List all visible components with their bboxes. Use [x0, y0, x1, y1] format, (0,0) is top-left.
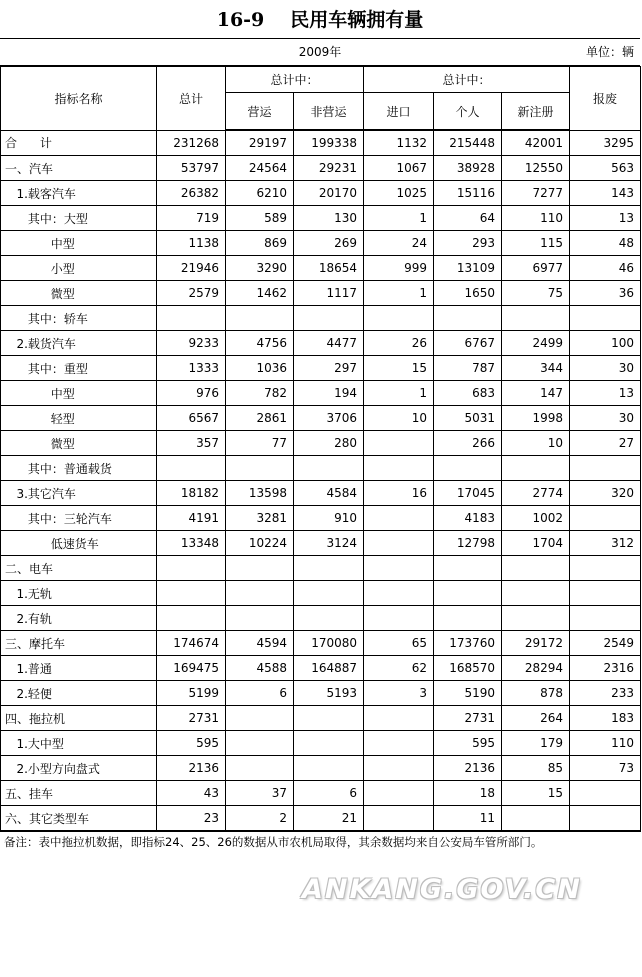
cell-new-registered: 6977	[502, 256, 570, 281]
cell-total: 43	[157, 781, 226, 806]
cell-scrapped: 46	[570, 256, 641, 281]
cell-operating: 37	[226, 781, 294, 806]
cell-operating	[226, 606, 294, 631]
cell-imported	[364, 781, 434, 806]
table-row	[1, 656, 641, 681]
cell-personal: 683	[434, 381, 502, 406]
cell-operating: 3290	[226, 256, 294, 281]
cell-new-registered: 1998	[502, 406, 570, 431]
table-meta	[0, 39, 640, 67]
row-label: 3.其它汽车	[1, 481, 157, 506]
cell-personal: 595	[434, 731, 502, 756]
row-label: 中型	[1, 231, 157, 256]
footnote: 备注：表中拖拉机数据，即指标24、25、26的数据从市农机局取得，其余数据均来自公安局车管所部门。	[4, 835, 543, 849]
cell-personal: 38928	[434, 156, 502, 181]
cell-personal: 173760	[434, 631, 502, 656]
row-label: 三、摩托车	[1, 631, 157, 656]
cell-total: 21946	[157, 256, 226, 281]
cell-imported	[364, 706, 434, 731]
cell-new-registered: 1002	[502, 506, 570, 531]
cell-imported: 15	[364, 356, 434, 381]
cell-operating: 77	[226, 431, 294, 456]
row-label: 合 计	[1, 130, 157, 156]
cell-personal: 2731	[434, 706, 502, 731]
table-row	[1, 381, 641, 406]
cell-total: 2136	[157, 756, 226, 781]
cell-non-operating: 20170	[294, 181, 364, 206]
cell-personal: 15116	[434, 181, 502, 206]
cell-total: 719	[157, 206, 226, 231]
row-label: 微型	[1, 281, 157, 306]
cell-total: 23	[157, 806, 226, 832]
row-label: 1.载客汽车	[1, 181, 157, 206]
table-row	[1, 331, 641, 356]
cell-non-operating	[294, 756, 364, 781]
cell-imported: 1067	[364, 156, 434, 181]
cell-total: 169475	[157, 656, 226, 681]
cell-total: 9233	[157, 331, 226, 356]
table-row	[1, 756, 641, 781]
page-title	[0, 0, 640, 39]
row-label: 轻型	[1, 406, 157, 431]
cell-total: 6567	[157, 406, 226, 431]
table-number: 16-9	[216, 9, 265, 31]
cell-operating: 2861	[226, 406, 294, 431]
cell-scrapped	[570, 781, 641, 806]
cell-new-registered	[502, 806, 570, 832]
cell-scrapped	[570, 456, 641, 481]
cell-total: 595	[157, 731, 226, 756]
year-label: 2009年	[298, 45, 342, 59]
cell-new-registered: 115	[502, 231, 570, 256]
cell-total	[157, 456, 226, 481]
cell-total: 2731	[157, 706, 226, 731]
cell-non-operating: 5193	[294, 681, 364, 706]
col-non-operating: 非营运	[294, 93, 364, 131]
cell-imported	[364, 506, 434, 531]
cell-total	[157, 606, 226, 631]
cell-non-operating: 194	[294, 381, 364, 406]
cell-imported: 3	[364, 681, 434, 706]
cell-operating: 24564	[226, 156, 294, 181]
cell-non-operating: 170080	[294, 631, 364, 656]
cell-operating	[226, 456, 294, 481]
cell-non-operating	[294, 556, 364, 581]
cell-non-operating	[294, 306, 364, 331]
row-label: 2.有轨	[1, 606, 157, 631]
cell-imported: 65	[364, 631, 434, 656]
row-label: 2.载货汽车	[1, 331, 157, 356]
cell-new-registered: 75	[502, 281, 570, 306]
cell-new-registered: 1704	[502, 531, 570, 556]
table-row	[1, 706, 641, 731]
cell-non-operating: 29231	[294, 156, 364, 181]
cell-total: 53797	[157, 156, 226, 181]
cell-personal: 4183	[434, 506, 502, 531]
cell-operating: 1462	[226, 281, 294, 306]
cell-scrapped	[570, 506, 641, 531]
cell-new-registered: 12550	[502, 156, 570, 181]
row-label: 1.大中型	[1, 731, 157, 756]
row-label: 中型	[1, 381, 157, 406]
cell-non-operating: 297	[294, 356, 364, 381]
cell-personal	[434, 556, 502, 581]
cell-new-registered: 29172	[502, 631, 570, 656]
table-row	[1, 456, 641, 481]
cell-personal: 17045	[434, 481, 502, 506]
cell-non-operating: 18654	[294, 256, 364, 281]
cell-imported: 1	[364, 381, 434, 406]
cell-operating: 6	[226, 681, 294, 706]
row-label: 其中：重型	[1, 356, 157, 381]
cell-non-operating: 280	[294, 431, 364, 456]
vehicle-stats-table	[0, 66, 641, 832]
col-personal: 个人	[434, 93, 502, 131]
cell-scrapped	[570, 806, 641, 832]
cell-personal: 64	[434, 206, 502, 231]
cell-scrapped: 320	[570, 481, 641, 506]
table-body	[1, 130, 641, 831]
row-label: 五、挂车	[1, 781, 157, 806]
row-label: 其中：大型	[1, 206, 157, 231]
cell-scrapped: 30	[570, 406, 641, 431]
table-row	[1, 406, 641, 431]
cell-total	[157, 581, 226, 606]
cell-imported	[364, 806, 434, 832]
cell-total	[157, 556, 226, 581]
cell-non-operating: 3124	[294, 531, 364, 556]
cell-scrapped: 100	[570, 331, 641, 356]
cell-operating: 29197	[226, 130, 294, 156]
cell-operating: 3281	[226, 506, 294, 531]
cell-personal: 6767	[434, 331, 502, 356]
cell-new-registered: 2774	[502, 481, 570, 506]
table-row	[1, 156, 641, 181]
cell-operating	[226, 756, 294, 781]
cell-new-registered: 110	[502, 206, 570, 231]
cell-new-registered: 10	[502, 431, 570, 456]
cell-personal: 5031	[434, 406, 502, 431]
table-title: 民用车辆拥有量	[290, 9, 424, 31]
col-group-operating: 总计中：	[226, 67, 364, 93]
cell-scrapped: 183	[570, 706, 641, 731]
table-row	[1, 256, 641, 281]
cell-non-operating: 199338	[294, 130, 364, 156]
cell-non-operating	[294, 731, 364, 756]
cell-operating	[226, 581, 294, 606]
cell-imported: 999	[364, 256, 434, 281]
table-row	[1, 306, 641, 331]
cell-operating: 2	[226, 806, 294, 832]
cell-operating: 10224	[226, 531, 294, 556]
row-label: 一、汽车	[1, 156, 157, 181]
cell-new-registered: 878	[502, 681, 570, 706]
cell-imported: 16	[364, 481, 434, 506]
cell-operating: 869	[226, 231, 294, 256]
row-label: 小型	[1, 256, 157, 281]
cell-personal: 293	[434, 231, 502, 256]
cell-non-operating: 1117	[294, 281, 364, 306]
cell-scrapped: 73	[570, 756, 641, 781]
cell-scrapped: 2316	[570, 656, 641, 681]
cell-personal	[434, 306, 502, 331]
cell-scrapped: 233	[570, 681, 641, 706]
col-group-source: 总计中：	[364, 67, 570, 93]
cell-non-operating	[294, 706, 364, 731]
cell-scrapped: 110	[570, 731, 641, 756]
table-row	[1, 731, 641, 756]
table-row	[1, 581, 641, 606]
cell-new-registered	[502, 581, 570, 606]
cell-total: 357	[157, 431, 226, 456]
cell-non-operating	[294, 581, 364, 606]
cell-total: 4191	[157, 506, 226, 531]
cell-personal: 168570	[434, 656, 502, 681]
cell-operating	[226, 306, 294, 331]
cell-imported	[364, 431, 434, 456]
cell-scrapped: 563	[570, 156, 641, 181]
cell-non-operating: 21	[294, 806, 364, 832]
cell-non-operating: 4477	[294, 331, 364, 356]
cell-operating: 13598	[226, 481, 294, 506]
cell-operating: 782	[226, 381, 294, 406]
table-row	[1, 606, 641, 631]
cell-imported	[364, 606, 434, 631]
cell-personal: 13109	[434, 256, 502, 281]
table-row	[1, 431, 641, 456]
cell-non-operating: 164887	[294, 656, 364, 681]
cell-scrapped: 143	[570, 181, 641, 206]
watermark: ANKANG.GOV.CN	[302, 874, 582, 905]
cell-imported	[364, 531, 434, 556]
cell-operating: 6210	[226, 181, 294, 206]
cell-scrapped	[570, 556, 641, 581]
cell-non-operating: 6	[294, 781, 364, 806]
cell-new-registered: 7277	[502, 181, 570, 206]
row-label: 1.普通	[1, 656, 157, 681]
table-row	[1, 206, 641, 231]
row-label: 二、电车	[1, 556, 157, 581]
cell-operating	[226, 731, 294, 756]
row-label: 四、拖拉机	[1, 706, 157, 731]
cell-imported: 1	[364, 206, 434, 231]
table-row	[1, 506, 641, 531]
cell-personal: 215448	[434, 130, 502, 156]
row-label: 其中：普通载货	[1, 456, 157, 481]
table-row	[1, 556, 641, 581]
cell-scrapped: 13	[570, 381, 641, 406]
cell-personal: 787	[434, 356, 502, 381]
row-label: 其中：轿车	[1, 306, 157, 331]
cell-personal: 2136	[434, 756, 502, 781]
cell-total: 5199	[157, 681, 226, 706]
table-row	[1, 356, 641, 381]
cell-non-operating: 269	[294, 231, 364, 256]
col-imported: 进口	[364, 93, 434, 131]
cell-imported: 10	[364, 406, 434, 431]
cell-operating: 4756	[226, 331, 294, 356]
cell-non-operating: 3706	[294, 406, 364, 431]
table-row	[1, 806, 641, 832]
cell-scrapped: 3295	[570, 130, 641, 156]
cell-personal: 18	[434, 781, 502, 806]
cell-new-registered: 28294	[502, 656, 570, 681]
unit-label: 单位：辆	[585, 45, 634, 59]
col-total: 总计	[157, 67, 226, 131]
cell-new-registered: 179	[502, 731, 570, 756]
cell-imported: 26	[364, 331, 434, 356]
cell-personal: 1650	[434, 281, 502, 306]
cell-imported: 24	[364, 231, 434, 256]
col-operating: 营运	[226, 93, 294, 131]
cell-scrapped: 27	[570, 431, 641, 456]
table-row	[1, 481, 641, 506]
cell-non-operating: 4584	[294, 481, 364, 506]
cell-non-operating: 910	[294, 506, 364, 531]
cell-total: 18182	[157, 481, 226, 506]
row-label: 2.轻便	[1, 681, 157, 706]
cell-scrapped	[570, 606, 641, 631]
row-label: 1.无轨	[1, 581, 157, 606]
cell-non-operating	[294, 606, 364, 631]
row-label: 其中：三轮汽车	[1, 506, 157, 531]
cell-new-registered: 264	[502, 706, 570, 731]
table-row	[1, 531, 641, 556]
row-label: 2.小型方向盘式	[1, 756, 157, 781]
cell-new-registered: 42001	[502, 130, 570, 156]
table-row	[1, 130, 641, 156]
cell-new-registered	[502, 556, 570, 581]
cell-scrapped: 36	[570, 281, 641, 306]
cell-personal: 12798	[434, 531, 502, 556]
cell-new-registered: 344	[502, 356, 570, 381]
cell-imported	[364, 581, 434, 606]
cell-total: 1333	[157, 356, 226, 381]
cell-new-registered: 15	[502, 781, 570, 806]
cell-total: 174674	[157, 631, 226, 656]
cell-operating	[226, 706, 294, 731]
col-indicator: 指标名称	[1, 67, 157, 131]
cell-non-operating: 130	[294, 206, 364, 231]
table-row	[1, 781, 641, 806]
cell-scrapped: 48	[570, 231, 641, 256]
col-scrapped: 报废	[570, 67, 641, 131]
cell-total: 231268	[157, 130, 226, 156]
cell-new-registered	[502, 456, 570, 481]
cell-personal	[434, 606, 502, 631]
cell-non-operating	[294, 456, 364, 481]
cell-total: 26382	[157, 181, 226, 206]
cell-total: 2579	[157, 281, 226, 306]
row-label: 微型	[1, 431, 157, 456]
cell-imported	[364, 306, 434, 331]
cell-imported	[364, 456, 434, 481]
cell-new-registered	[502, 306, 570, 331]
cell-total: 1138	[157, 231, 226, 256]
table-row	[1, 681, 641, 706]
cell-total: 13348	[157, 531, 226, 556]
cell-new-registered	[502, 606, 570, 631]
row-label: 低速货车	[1, 531, 157, 556]
cell-scrapped: 30	[570, 356, 641, 381]
cell-imported: 1132	[364, 130, 434, 156]
cell-new-registered: 85	[502, 756, 570, 781]
cell-scrapped: 13	[570, 206, 641, 231]
row-label: 六、其它类型车	[1, 806, 157, 832]
cell-total	[157, 306, 226, 331]
col-new-registered: 新注册	[502, 93, 570, 131]
cell-imported: 1025	[364, 181, 434, 206]
cell-personal	[434, 581, 502, 606]
cell-imported	[364, 731, 434, 756]
cell-scrapped: 312	[570, 531, 641, 556]
cell-personal: 266	[434, 431, 502, 456]
cell-imported	[364, 556, 434, 581]
cell-operating: 4588	[226, 656, 294, 681]
cell-imported	[364, 756, 434, 781]
cell-operating: 4594	[226, 631, 294, 656]
cell-new-registered: 147	[502, 381, 570, 406]
cell-operating	[226, 556, 294, 581]
cell-new-registered: 2499	[502, 331, 570, 356]
cell-scrapped	[570, 581, 641, 606]
cell-imported: 62	[364, 656, 434, 681]
table-row	[1, 631, 641, 656]
cell-total: 976	[157, 381, 226, 406]
cell-personal	[434, 456, 502, 481]
cell-operating: 1036	[226, 356, 294, 381]
cell-personal: 5190	[434, 681, 502, 706]
cell-personal: 11	[434, 806, 502, 832]
table-row	[1, 181, 641, 206]
cell-imported: 1	[364, 281, 434, 306]
cell-operating: 589	[226, 206, 294, 231]
cell-scrapped	[570, 306, 641, 331]
table-row	[1, 281, 641, 306]
table-row	[1, 231, 641, 256]
cell-scrapped: 2549	[570, 631, 641, 656]
